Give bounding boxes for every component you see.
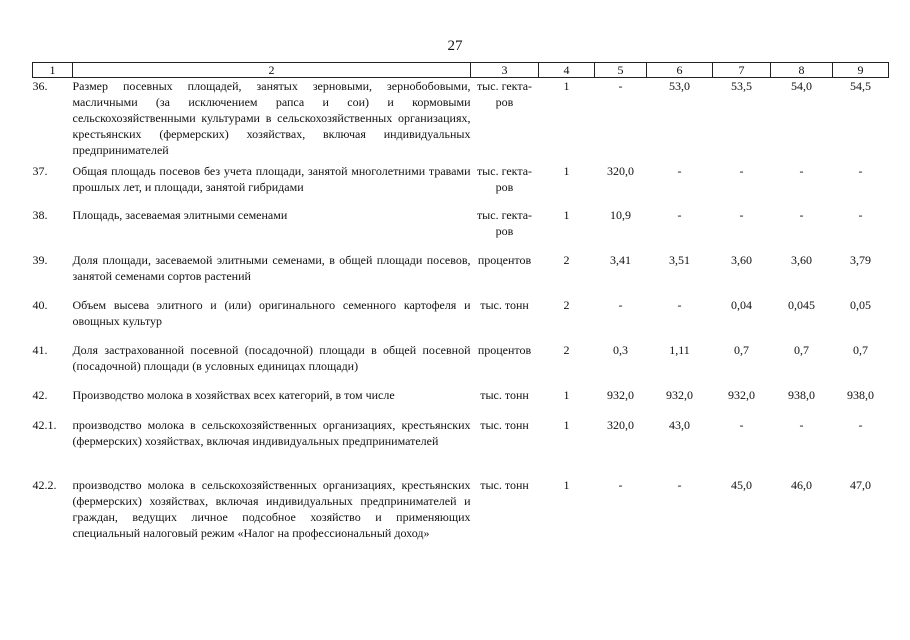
priority: 1: [563, 163, 570, 178]
indicator-name: производство молока в сельскохозяйственных организациях, крестьянских (фермерских) хозяйствах, включая индивидуальных предпринимателей и граждан, ведущих личное подсобное хозяйство и применяющих специальный налоговый режим «Налог на профессиональный доход»: [72, 477, 471, 540]
value-col7: -: [739, 207, 744, 222]
table-row: [33, 477, 889, 559]
value-col8: -: [799, 163, 804, 178]
row-number: 40.: [32, 297, 48, 312]
table-row: [33, 78, 889, 163]
value-col5: -: [618, 477, 623, 492]
table-row: [33, 252, 889, 297]
value-col6: -: [677, 477, 682, 492]
value-col9: 0,7: [853, 342, 868, 357]
value-col6: 43,0: [669, 417, 690, 432]
value-col5: 0,3: [613, 342, 628, 357]
value-col8: 54,0: [791, 79, 812, 93]
indicator-name: производство молока в сельскохозяйственных организациях, крестьянских (фермерских) хозяйствах, включая индивидуальных предпринимателей: [72, 417, 471, 448]
indicator-name: Производство молока в хозяйствах всех категорий, в том числе: [72, 387, 395, 402]
value-col6: 3,51: [669, 252, 690, 267]
page-number: 27: [447, 38, 463, 54]
value-col6: 1,11: [669, 342, 690, 357]
unit: тыс. тонн: [480, 387, 529, 402]
value-col9: 3,79: [850, 252, 871, 267]
value-col9: 47,0: [850, 477, 871, 492]
priority: 2: [563, 297, 570, 312]
row-number: 41.: [32, 342, 48, 357]
value-col7: 0,04: [731, 297, 752, 312]
value-col7: 0,7: [734, 342, 749, 357]
value-col5: -: [618, 297, 623, 312]
unit: тыс. тонн: [480, 477, 529, 492]
value-col5: -: [618, 79, 623, 93]
value-col6: 932,0: [666, 387, 693, 402]
indicator-name: Доля площади, засеваемой элитными семенами, в общей площади посевов, занятой семенами сортов растений: [72, 252, 471, 283]
indicator-name: Размер посевных площадей, занятых зерновыми, зернобобовыми, масличными (за исключением рапса и сои) и кормовыми сельскохозяйственными культурами в сельскохозяйственных организациях, крестьянских (фермерских) хозяйствах, включая индивидуальных предпринимателей: [72, 79, 471, 157]
value-col8: 0,7: [794, 342, 809, 357]
value-col5: 320,0: [607, 163, 634, 178]
row-number: 37.: [32, 163, 48, 178]
value-col7: 932,0: [728, 387, 755, 402]
priority: 2: [563, 252, 570, 267]
indicator-name: Общая площадь посевов без учета площади, занятой многолетними травами прошлых лет, и площади, занятой гибридами: [72, 163, 471, 194]
unit: тыс. гекта-ров: [476, 79, 533, 109]
unit: тыс. гекта-ров: [476, 163, 533, 194]
value-col8: 46,0: [791, 477, 812, 492]
value-col7: 53,5: [731, 79, 752, 93]
value-col8: 0,045: [788, 297, 815, 312]
value-col9: 54,5: [850, 79, 871, 93]
unit: процентов: [477, 342, 532, 357]
value-col9: -: [858, 163, 863, 178]
unit: процентов: [477, 252, 532, 267]
table-row: [33, 163, 889, 207]
value-col6: -: [677, 297, 682, 312]
value-col5: 320,0: [607, 417, 634, 432]
column-header: 4: [539, 63, 595, 78]
priority: 1: [563, 207, 570, 222]
value-col9: -: [858, 207, 863, 222]
table-row: [33, 207, 889, 252]
unit: тыс. тонн: [480, 297, 529, 312]
value-col8: -: [799, 417, 804, 432]
value-col8: 938,0: [788, 387, 815, 402]
value-col9: 0,05: [850, 297, 871, 312]
value-col6: -: [677, 207, 682, 222]
priority: 1: [563, 477, 570, 492]
value-col5: 10,9: [610, 207, 631, 222]
value-col8: 3,60: [791, 252, 812, 267]
column-header: 7: [713, 63, 771, 78]
column-header: 2: [73, 63, 471, 78]
value-col9: -: [858, 417, 863, 432]
unit: тыс. тонн: [480, 417, 529, 432]
value-col9: 938,0: [847, 387, 874, 402]
column-header: 9: [833, 63, 889, 78]
value-col5: 3,41: [610, 252, 631, 267]
value-col8: -: [799, 207, 804, 222]
table-row: [33, 417, 889, 477]
value-col7: 45,0: [731, 477, 752, 492]
value-col5: 932,0: [607, 387, 634, 402]
value-col7: 3,60: [731, 252, 752, 267]
column-header: 3: [471, 63, 539, 78]
priority: 2: [563, 342, 570, 357]
value-col6: 53,0: [669, 79, 690, 93]
row-number: 42.1.: [32, 417, 57, 432]
unit: тыс. гекта-ров: [476, 207, 533, 238]
value-col7: -: [739, 417, 744, 432]
indicator-name: Площадь, засеваемая элитными семенами: [72, 207, 288, 222]
indicator-name: Доля застрахованной посевной (посадочной) площади в общей посевной (посадочной) площади (в условных единицах площади): [72, 342, 471, 373]
value-col7: -: [739, 163, 744, 178]
priority: 1: [563, 79, 570, 93]
table-row: [33, 387, 889, 417]
row-number: 42.2.: [32, 477, 57, 492]
column-number-row: [33, 63, 889, 78]
column-header: 5: [595, 63, 647, 78]
priority: 1: [563, 417, 570, 432]
row-number: 38.: [32, 207, 48, 222]
value-col6: -: [677, 163, 682, 178]
column-header: 8: [771, 63, 833, 78]
column-header: 1: [33, 63, 73, 78]
column-header: 6: [647, 63, 713, 78]
row-number: 36.: [32, 79, 48, 93]
table-row: [33, 297, 889, 342]
row-number: 42.: [32, 387, 48, 402]
indicators-table: [32, 62, 889, 559]
row-number: 39.: [32, 252, 48, 267]
priority: 1: [563, 387, 570, 402]
indicator-name: Объем высева элитного и (или) оригинального семенного картофеля и овощных культур: [72, 297, 471, 328]
table-row: [33, 342, 889, 387]
